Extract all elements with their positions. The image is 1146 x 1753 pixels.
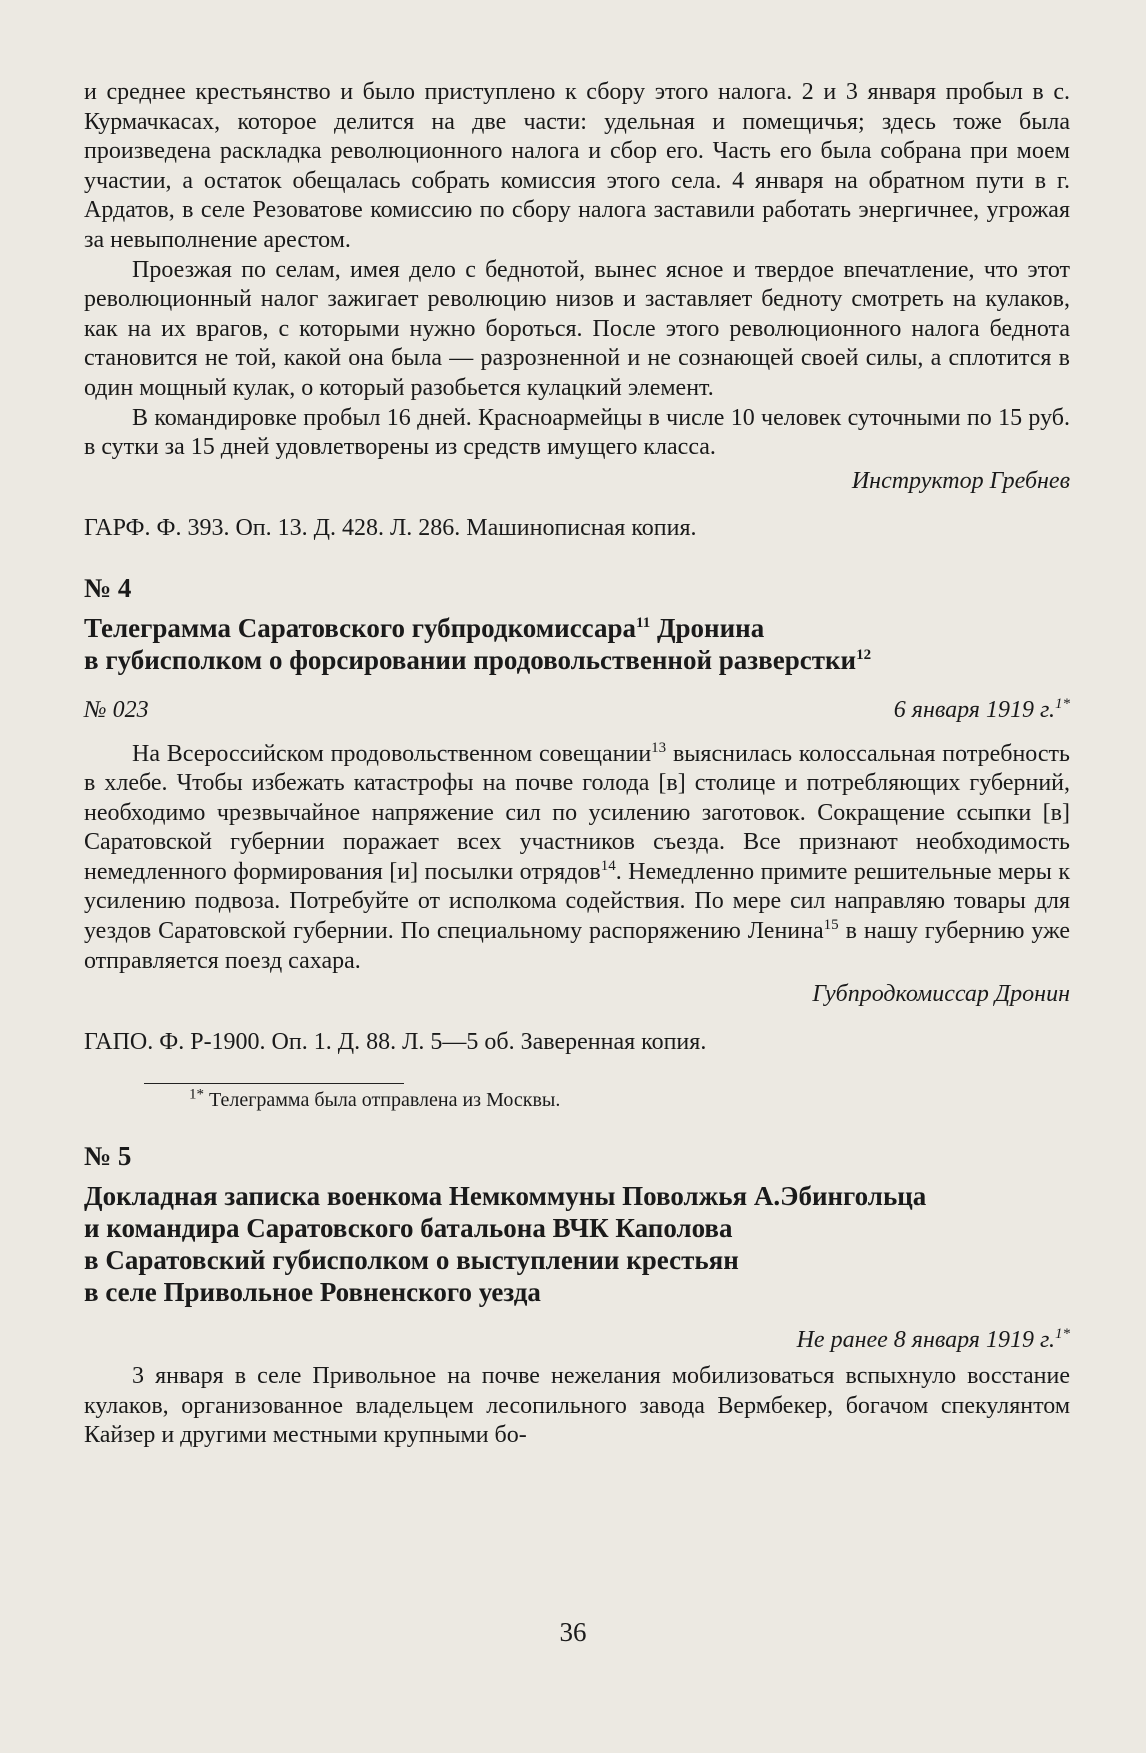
document-number-4: № 4 (84, 572, 132, 603)
continuation-paragraph-2: Проезжая по селам, имея дело с беднотой, вынес ясное и твердое впечатление, что этот революционный налог зажигает революцию низов и заставляет бедноту смотреть на кулаков, как на их врагов, с которыми нужно бороться. После этого революционного налога беднота становится не той, какой она была — разрозненной и не сознающей своей силы, а сплотится в один мощный кулак, о который разобьется кулацкий элемент. (84, 256, 1070, 401)
document-title-4 (84, 612, 1070, 676)
title-4-part-b: Дронина (650, 612, 765, 643)
telegram-body-d: в нашу губернию уже отправляется поезд сахара. (84, 918, 1070, 974)
telegram-body (84, 740, 1070, 977)
footnote-ref-15: 15 (823, 917, 839, 934)
continuation-paragraph-3: В командировке пробыл 16 дней. Красноармейцы в числе 10 человек суточными по 15 руб. в сутки за 15 дней удовлетворены из средств имущего класса. (84, 404, 1070, 461)
footnote-divider (144, 1083, 404, 1084)
footnote-mark: 1* (189, 1086, 204, 1103)
footnote-ref-14: 14 (600, 857, 616, 874)
document-number-5: № 5 (84, 1141, 132, 1172)
title-5-line-2: и командира Саратовского батальона ВЧК Каполова (84, 1213, 733, 1244)
document-meta-4 (84, 696, 1070, 726)
footnote-ref-13: 13 (651, 739, 667, 756)
footnote-ref-11: 11 (636, 614, 651, 631)
report-body: 3 января в селе Привольное на почве нежелания мобилизоваться вспыхнуло восстание кулаков, организованное владельцем лесопильного завода Вермбекер, богачом спекулянтом Кайзер и другими местными крупными бо- (84, 1363, 1070, 1449)
date-5-text: Не ранее 8 января 1919 г. (796, 1327, 1055, 1354)
telegram-body-c: . Немедленно примите решительные меры к усилению подвоза. Потребуйте от исполкома содействия. По мере сил направляю товары для уездов Саратовской губернии. По специальному распоряжению Ленина (84, 858, 1070, 945)
telegram-body-a: На Всероссийском продовольственном совещании (132, 740, 652, 767)
footnote-1 (144, 1088, 1070, 1112)
continuation-paragraph-1: и среднее крестьянство и было приступлено к сбору этого налога. 2 и 3 января пробыл в с. Курмачкасах, которое делится на две части: удельная и помещичья; здесь тоже была произведена раскладка революционного налога и сбор его. Часть его была собрана при моем участии, а остаток обещалась собрать комиссия этого села. 4 января на обратном пути в г. Ардатов, в селе Резоватове комиссию по сбору налога заставили работать энергичнее, угрожая за невыполнение арестом. (84, 79, 1070, 253)
date-5-footnote-ref: 1* (1055, 1326, 1070, 1343)
title-5-line-4: в селе Привольное Ровненского уезда (84, 1277, 541, 1308)
signature-dronin: Губпродкомиссар Дронин (812, 981, 1070, 1008)
page-number: 36 (559, 1617, 587, 1647)
archive-source-gapo: ГАПО. Ф. Р-1900. Оп. 1. Д. 88. Л. 5—5 об. Заверенная копия. (84, 1028, 707, 1055)
document-title-5 (84, 1180, 1070, 1308)
date-4-text: 6 января 1919 г. (893, 696, 1055, 723)
document-registry-number: № 023 (84, 696, 149, 723)
title-4-part-c: в губисполком о форсировании продовольственной разверстки (84, 644, 857, 675)
document-page (84, 78, 1070, 1451)
signature-grebnev: Инструктор Гребнев (851, 467, 1070, 494)
title-5-line-1: Докладная записка военкома Немкоммуны Поволжья А.Эбингольца (84, 1181, 927, 1212)
title-5-line-3: в Саратовский губисполком о выступлении крестьян (84, 1245, 739, 1276)
archive-source-garf: ГАРФ. Ф. 393. Оп. 13. Д. 428. Л. 286. Машинописная копия. (84, 515, 697, 542)
date-4-footnote-ref: 1* (1055, 695, 1070, 712)
footnote-block (84, 1083, 1070, 1112)
footnote-text: Телеграмма была отправлена из Москвы. (204, 1089, 561, 1112)
footnote-ref-12: 12 (856, 646, 872, 663)
document-date-4 (894, 696, 1070, 726)
telegram-body-b: выяснилась колоссальная потребность в хлебе. Чтобы избежать катастрофы на почве голода [в] столице и потребляющих губерний, необходимо чрезвычайное напряжение сил по усилению заготовок. Сокращение ссыпки [в] Саратовской губернии поражает всех участников съезда. Все признают необходимость немедленного формирования [и] посылки отрядов (84, 740, 1070, 885)
title-4-part-a: Телеграмма Саратовского губпродкомиссара (84, 612, 637, 643)
document-date-5 (84, 1326, 1070, 1356)
